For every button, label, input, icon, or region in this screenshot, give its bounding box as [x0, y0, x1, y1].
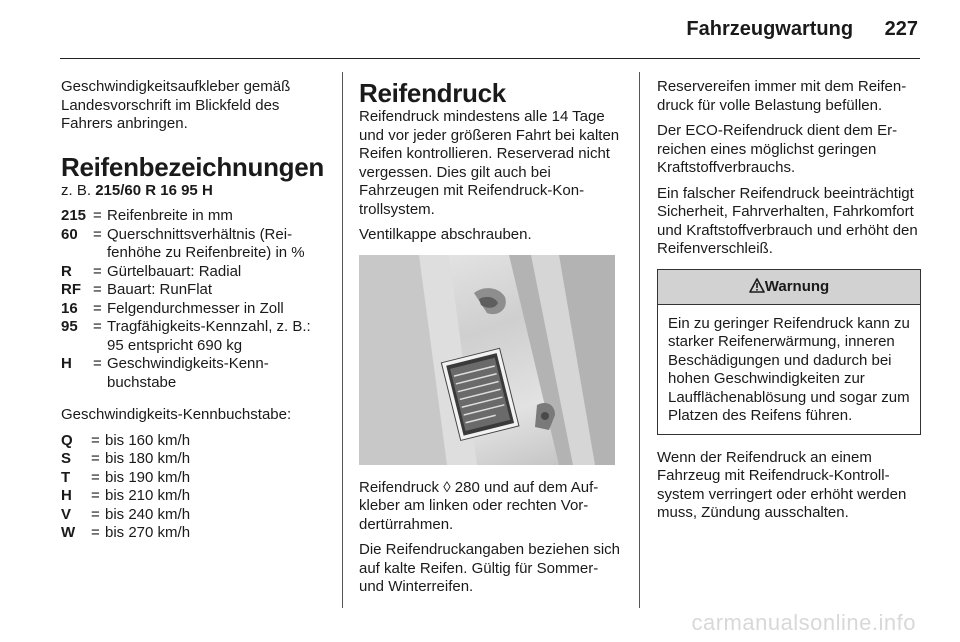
example-prefix: z. B. — [61, 181, 92, 199]
definition-row — [61, 207, 329, 226]
definition-key: 60 — [61, 225, 78, 243]
example-line — [61, 182, 329, 201]
definition-row — [61, 281, 329, 300]
definition-value: Reifenbreite in mm — [107, 207, 233, 224]
definition-equals: = — [93, 281, 102, 298]
column-divider-1 — [342, 72, 343, 608]
definition-row — [61, 487, 329, 506]
page-number: 227 — [884, 18, 918, 40]
definition-equals: = — [91, 524, 100, 541]
definition-value: bis 190 km/h — [105, 468, 191, 486]
cross-reference-arrow-icon: ◊ — [443, 478, 451, 496]
watermark: carmanualsonline.info — [691, 610, 916, 635]
pressure-para-1: Reifendruck mindestens alle 14 Tage und vor jeder größeren Fahrt bei kalten Reifen kontrollieren. Reserverad nicht vergessen. Dies gilt auch bei Fahrzeugen mit Reifendruck-Kontrollsystem. — [359, 108, 620, 218]
spare-tyre-text: Reservereifen immer mit dem Reifendruck für volle Belastung befüllen. — [657, 78, 907, 114]
definition-row — [61, 506, 329, 525]
definition-equals: = — [93, 299, 102, 317]
definition-row — [61, 263, 329, 282]
definition-key: 16 — [61, 299, 78, 317]
door-frame-label-photo — [359, 255, 615, 465]
pressure-para-3: Reifendruck ◊ 280 und auf dem Aufkleber am linken oder rechten Vordertürrahmen. — [359, 478, 599, 533]
column-2 — [359, 78, 623, 604]
definition-row — [61, 432, 329, 451]
eco-pressure-text: Der ECO-Reifendruck dient dem Erreichen eines möglichst geringen Kraftstoffverbrauchs. — [657, 122, 898, 176]
definition-equals: = — [91, 468, 100, 486]
definition-row — [61, 318, 329, 355]
definition-value: Geschwindigkeits-Kennbuchstabe — [107, 355, 269, 391]
definition-key: Q — [61, 431, 73, 449]
definition-key: R — [61, 262, 72, 280]
definition-equals: = — [93, 318, 102, 335]
column-1 — [61, 78, 329, 553]
definition-row — [61, 469, 329, 488]
speed-intro: Geschwindigkeits-Kennbuchstabe: — [61, 406, 292, 423]
definition-row — [61, 450, 329, 469]
warning-title: Warnung — [764, 277, 830, 295]
definition-key: H — [61, 487, 72, 504]
section-title: Fahrzeugwartung — [686, 18, 854, 40]
definition-value: bis 180 km/h — [105, 450, 191, 467]
definition-value: Querschnittsverhältnis (Reifenhöhe zu Reifenbreite) in % — [107, 225, 305, 261]
definition-key: RF — [61, 281, 81, 298]
definition-value: Tragfähigkeits-Kennzahl, z. B.: 95 entspricht 690 kg — [107, 318, 311, 354]
tire-code-definitions — [61, 207, 329, 392]
definition-key: S — [61, 450, 72, 467]
definition-equals: = — [93, 207, 102, 224]
definition-equals: = — [93, 225, 102, 243]
tpms-adjust-text: Wenn der Reifendruck an einem Fahrzeug mit Reifendruck-Kontrollsystem verringert oder erhöht werden muss, Zündung ausschalten. — [657, 448, 907, 521]
pressure-para-4: Die Reifendruckangaben beziehen sich auf kalte Reifen. Gültig für Sommer- und Winterreifen. — [359, 541, 621, 595]
definition-value: Bauart: RunFlat — [107, 281, 213, 298]
definition-key: W — [61, 524, 76, 541]
definition-value: bis 240 km/h — [105, 505, 191, 523]
example-code: 215/60 R 16 95 H — [95, 181, 213, 199]
definition-equals: = — [91, 450, 100, 467]
intro-text: Geschwindigkeitsaufkleber gemäß Landesvorschrift im Blickfeld des Fahrers anbringen. — [61, 78, 291, 132]
heading-reifenbezeichnungen: Reifenbezeichnungen — [61, 151, 324, 182]
warning-triangle-icon — [749, 278, 765, 293]
warning-header — [658, 270, 920, 305]
definition-row — [61, 355, 329, 392]
definition-value: bis 270 km/h — [105, 524, 191, 541]
definition-equals: = — [91, 505, 100, 523]
speed-rating-list — [61, 432, 329, 543]
definition-value: bis 210 km/h — [105, 487, 191, 504]
wrong-pressure-text: Ein falscher Reifendruck beeinträchtigt Sicherheit, Fahrverhalten, Fahrkomfort und Kraftstoffverbrauch und erhöht den Reifenverschleiß. — [657, 184, 918, 257]
definition-key: 95 — [61, 318, 78, 335]
definition-equals: = — [93, 262, 102, 280]
pressure-para-2: Ventilkappe abschrauben. — [359, 226, 532, 243]
definition-row — [61, 300, 329, 319]
definition-value: Felgendurchmesser in Zoll — [107, 299, 284, 317]
definition-equals: = — [91, 431, 100, 449]
definition-row — [61, 524, 329, 543]
definition-key: V — [61, 505, 72, 523]
heading-reifendruck: Reifendruck — [359, 78, 506, 108]
warning-box — [657, 269, 921, 435]
column-divider-2 — [639, 72, 640, 608]
column-3 — [657, 78, 921, 530]
door-frame-illustration — [359, 255, 615, 465]
header-rule — [60, 58, 920, 59]
warning-text: Ein zu geringer Reifendruck kann zu starker Reifenerwärmung, inneren Beschädigungen und dadurch bei hohen Geschwindigkeiten zur Laufflächenablösung und sogar zum Platzen des Reifens führen. — [668, 314, 910, 424]
definition-row — [61, 226, 329, 263]
definition-key: T — [61, 468, 71, 486]
definition-value: bis 160 km/h — [105, 431, 191, 449]
definition-value: Gürtelbauart: Radial — [107, 262, 242, 280]
definition-key: H — [61, 355, 72, 372]
definition-equals: = — [91, 487, 100, 504]
definition-equals: = — [93, 355, 102, 372]
definition-key: 215 — [61, 207, 87, 224]
page-header — [686, 18, 918, 41]
